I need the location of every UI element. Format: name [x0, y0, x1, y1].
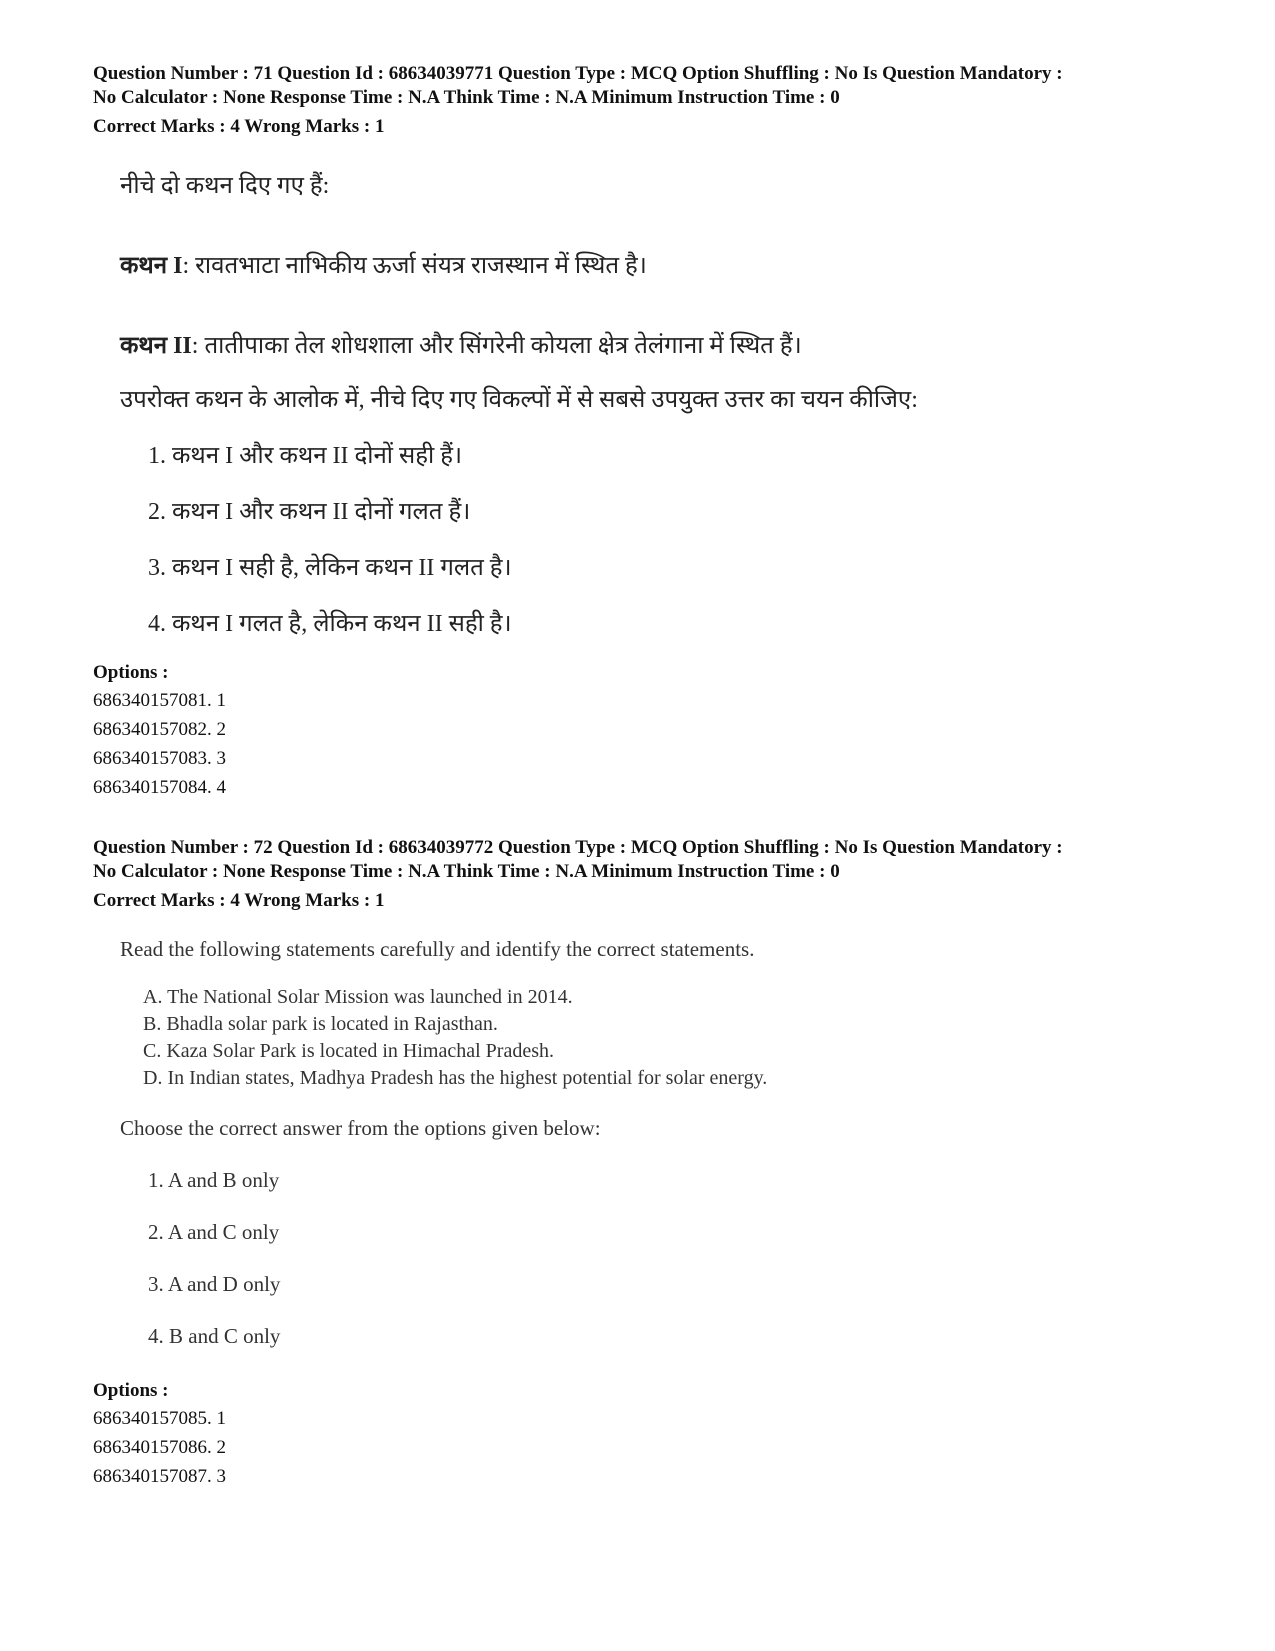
q71-options-list [93, 686, 226, 802]
q72-instruction: Choose the correct answer from the options given below: [120, 1116, 601, 1140]
q72-meta [93, 836, 1193, 913]
q72-option-3: 686340157087. 3 [93, 1466, 226, 1487]
q72-choice-2: 2. A and C only [148, 1220, 280, 1244]
q71-choice-4: 4. कथन I गलत है, लेकिन कथन II सही है। [148, 611, 512, 637]
q71-choice-1: 1. कथन I और कथन II दोनों सही हैं। [148, 443, 463, 469]
q72-meta-line2: No Calculator : None Response Time : N.A Think Time : N.A Minimum Instruction Time : 0 [93, 861, 840, 882]
q71-option-1: 686340157081. 1 [93, 690, 226, 711]
q72-options-label: Options : [93, 1380, 169, 1401]
q72-statement-b: B. Bhadla solar park is located in Rajasthan. [143, 1013, 498, 1035]
q71-option-2: 686340157082. 2 [93, 719, 226, 740]
q71-meta [93, 62, 1193, 139]
q72-options-list [93, 1404, 226, 1491]
q72-statement-d: D. In Indian states, Madhya Pradesh has the highest potential for solar energy. [143, 1067, 768, 1089]
q72-choice-3: 3. A and D only [148, 1272, 281, 1296]
q71-options-label: Options : [93, 662, 169, 683]
q72-choice-1: 1. A and B only [148, 1168, 280, 1192]
q72-option-1: 686340157085. 1 [93, 1408, 226, 1429]
q71-statement1-label: कथन I [120, 253, 183, 279]
q71-option-3: 686340157083. 3 [93, 748, 226, 769]
q72-option-2: 686340157086. 2 [93, 1437, 226, 1458]
q72-statement-c: C. Kaza Solar Park is located in Himachal Pradesh. [143, 1040, 554, 1062]
q72-intro: Read the following statements carefully and identify the correct statements. [120, 937, 755, 961]
q71-choice-3: 3. कथन I सही है, लेकिन कथन II गलत है। [148, 555, 512, 581]
q71-statement2-label: कथन II [120, 333, 192, 359]
q72-meta-line1: Question Number : 72 Question Id : 68634039772 Question Type : MCQ Option Shuffling : No Is Question Mandatory : [93, 837, 1063, 858]
q71-statement2-text: : तातीपाका तेल शोधशाला और सिंगरेनी कोयला क्षेत्र तेलंगाना में स्थित हैं। [191, 333, 802, 359]
q71-option-4: 686340157084. 4 [93, 777, 226, 798]
q71-choice-2: 2. कथन I और कथन II दोनों गलत हैं। [148, 499, 471, 525]
q72-marks: Correct Marks : 4 Wrong Marks : 1 [93, 890, 385, 911]
q72-statement-a: A. The National Solar Mission was launched in 2014. [143, 986, 573, 1008]
q71-meta-line1: Question Number : 71 Question Id : 68634039771 Question Type : MCQ Option Shuffling : No Is Question Mandatory : [93, 63, 1063, 84]
q71-statement1 [120, 248, 647, 281]
q71-intro: नीचे दो कथन दिए गए हैं: [120, 173, 330, 199]
q71-marks: Correct Marks : 4 Wrong Marks : 1 [93, 116, 385, 137]
q71-statement1-text: : रावतभाटा नाभिकीय ऊर्जा संयत्र राजस्थान में स्थित है। [182, 253, 647, 279]
q71-instruction: उपरोक्त कथन के आलोक में, नीचे दिए गए विकल्पों में से सबसे उपयुक्त उत्तर का चयन कीजिए: [120, 387, 918, 413]
q71-meta-line2: No Calculator : None Response Time : N.A Think Time : N.A Minimum Instruction Time : 0 [93, 87, 840, 108]
q71-statement2 [120, 328, 802, 361]
q72-choice-4: 4. B and C only [148, 1324, 281, 1348]
